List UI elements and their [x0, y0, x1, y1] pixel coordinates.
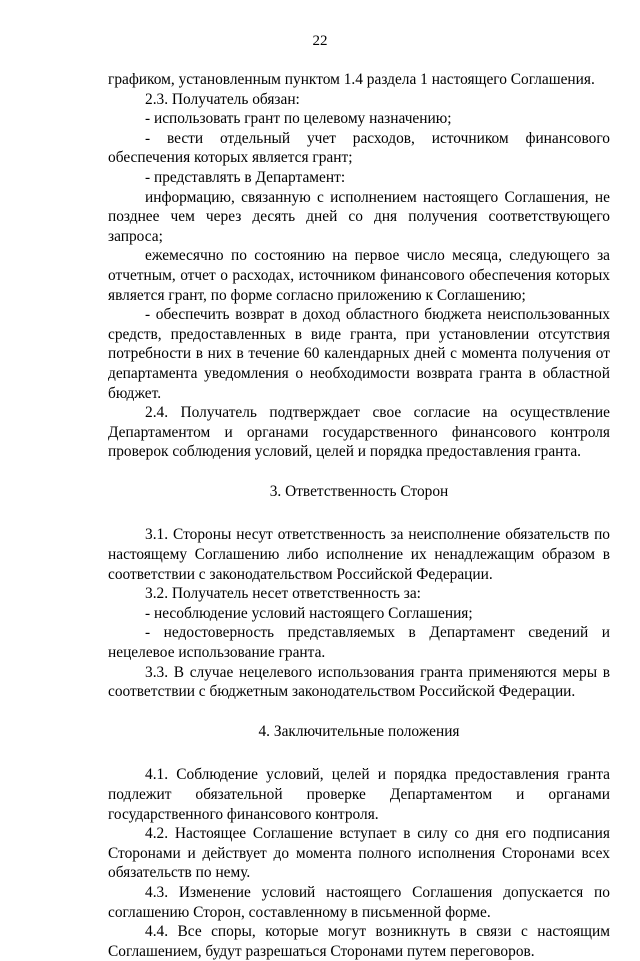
paragraph-4-4: 4.4. Все споры, которые могут возникнуть в связи с настоящим Соглашением, будут разрешаться Сторонами путем переговоров.: [108, 923, 610, 960]
document-body: [108, 70, 610, 961]
paragraph-2-4: 2.4. Получатель подтверждает свое согласие на осуществление Департаментом и органами государственного финансового контроля проверок соблюдения условий, целей и порядка предоставления гранта.: [108, 404, 610, 461]
list-item-2-3-d: - обеспечить возврат в доход областного бюджета неиспользованных средств, предоставленных в виде гранта, при установлении отсутствия потребности в них в течение 60 календарных дней с момента получения от департамента уведомления о необходимости возврата гранта в областной бюджет.: [108, 306, 610, 402]
section-heading-3: 3. Ответственность Сторон: [269, 482, 449, 500]
page-number: 22: [312, 33, 328, 49]
list-item-3-2-a: - несоблюдение условий настоящего Соглашения;: [145, 604, 473, 622]
paragraph-4-3: 4.3. Изменение условий настоящего Соглашения допускается по соглашению Сторон, составленному в письменной форме.: [108, 883, 610, 921]
list-item-2-3-c2: ежемесячно по состоянию на первое число месяца, следующего за отчетным, отчет о расходах, источником финансового обеспечения которых является грант, по форме согласно приложению к Соглашению;: [108, 247, 610, 304]
list-item-2-3-b: - вести отдельный учет расходов, источником финансового обеспечения которых является грант;: [108, 129, 610, 167]
list-item-2-3-c1: информацию, связанную с исполнением настоящего Соглашения, не позднее чем через десять дней со дня получения соответствующего запроса;: [108, 188, 610, 245]
paragraph-4-1: 4.1. Соблюдение условий, целей и порядка предоставления гранта подлежит обязательной проверке Департаментом и органами государственного финансового контроля.: [108, 766, 610, 823]
paragraph-2-2-continuation: графиком, установленным пунктом 1.4 раздела 1 настоящего Соглашения.: [108, 71, 595, 88]
list-item-2-3-c: - представлять в Департамент:: [145, 168, 346, 186]
section-heading-4: 4. Заключительные положения: [258, 722, 460, 740]
list-item-3-2-b: - недостоверность представляемых в Департамент сведений и нецелевое использование гранта.: [108, 624, 610, 662]
paragraph-2-3: 2.3. Получатель обязан:: [145, 90, 300, 108]
paragraph-3-3: 3.3. В случае нецелевого использования гранта применяются меры в соответствии с бюджетным законодательством Российской Федерации.: [108, 663, 610, 701]
paragraph-3-1: 3.1. Стороны несут ответственность за неисполнение обязательств по настоящему Соглашению либо исполнение их ненадлежащим образом в соответствии с законодательством Российской Федерации.: [108, 526, 610, 583]
paragraph-4-2: 4.2. Настоящее Соглашение вступает в силу со дня его подписания Сторонами и действует до момента полного исполнения Сторонами всех обязательств по нему.: [108, 825, 610, 882]
paragraph-3-2: 3.2. Получатель несет ответственность за:: [145, 585, 421, 603]
list-item-2-3-a: - использовать грант по целевому назначению;: [145, 110, 452, 128]
